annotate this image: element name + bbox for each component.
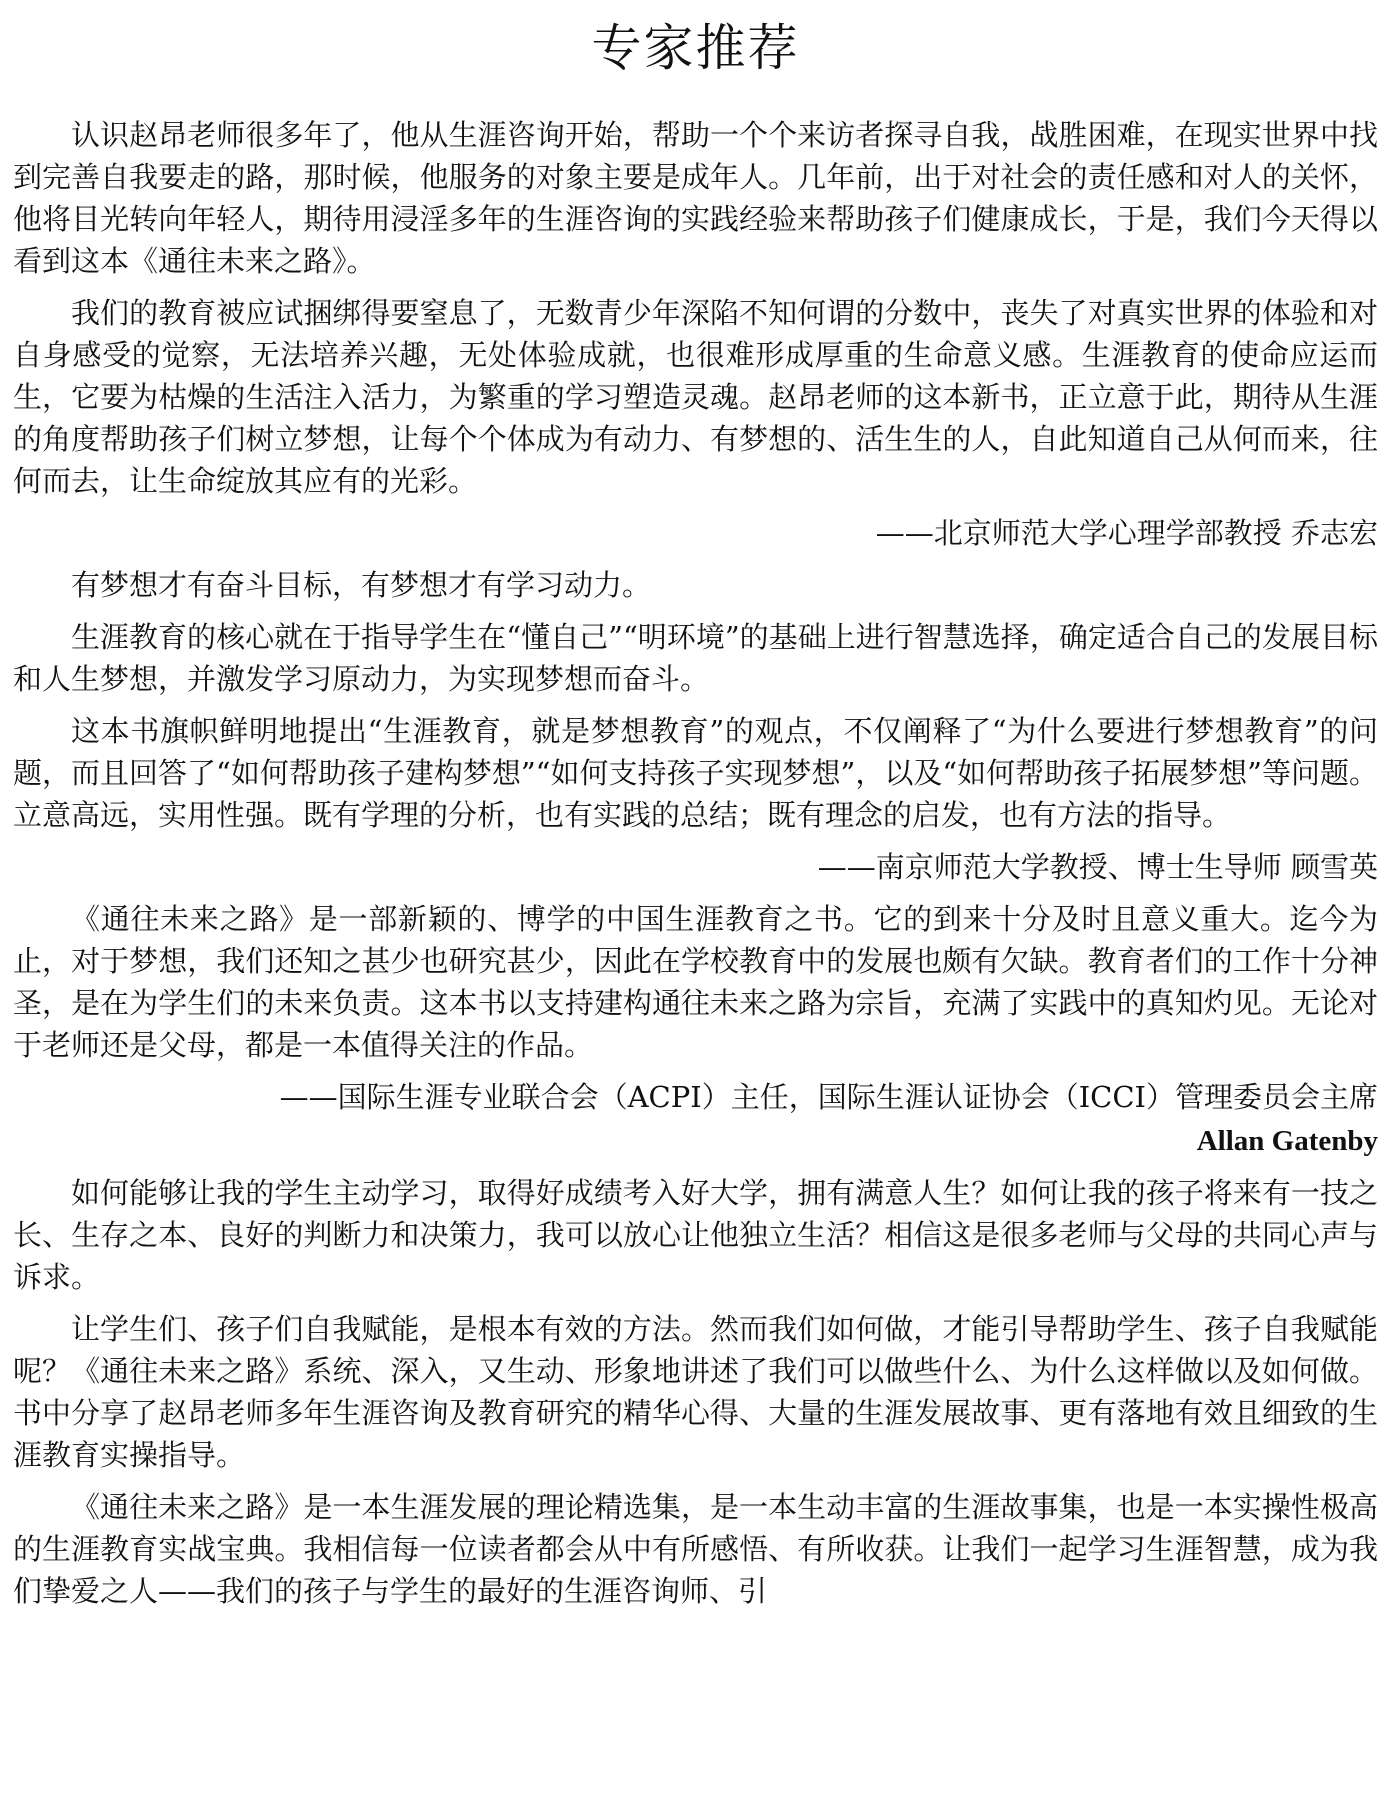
paragraph: 生涯教育的核心就在于指导学生在“懂自己”“明环境”的基础上进行智慧选择，确定适合自己的发展目标和人生梦想，并激发学习原动力，为实现梦想而奋斗。 [13,620,1378,696]
recommendation-1 [13,114,1378,554]
recommender-name: Allan Gatenby [1196,1125,1378,1157]
paragraph: 认识赵昂老师很多年了，他从生涯咨询开始，帮助一个个来访者探寻自我，战胜困难，在现实世界中找到完善自我要走的路，那时候，他服务的对象主要是成年人。几年前，出于对社会的责任感和对人的关怀，他将目光转向年轻人，期待用浸淫多年的生涯咨询的实践经验来帮助孩子们健康成长，于是，我们今天得以看到这本《通往未来之路》。 [13,118,1378,278]
recommendation-4 [13,1172,1378,1612]
recommendation-signature: ——南京师范大学教授、博士生导师 顾雪英 [817,850,1378,884]
paragraph: 让学生们、孩子们自我赋能，是根本有效的方法。然而我们如何做，才能引导帮助学生、孩子自我赋能呢？《通往未来之路》系统、深入，又生动、形象地讲述了我们可以做些什么、为什么这样做以及如何做。书中分享了赵昂老师多年生涯咨询及教育研究的精华心得、大量的生涯发展故事、更有落地有效且细致的生涯教育实操指导。 [13,1312,1378,1472]
recommendation-signature: ——北京师范大学心理学部教授 乔志宏 [875,516,1378,550]
paragraph: 如何能够让我的学生主动学习，取得好成绩考入好大学，拥有满意人生？如何让我的孩子将来有一技之长、生存之本、良好的判断力和决策力，我可以放心让他独立生活？相信这是很多老师与父母的共同心声与诉求。 [13,1176,1378,1294]
paragraph: 我们的教育被应试捆绑得要窒息了，无数青少年深陷不知何谓的分数中，丧失了对真实世界的体验和对自身感受的觉察，无法培养兴趣，无处体验成就，也很难形成厚重的生命意义感。生涯教育的使命应运而生，它要为枯燥的生活注入活力，为繁重的学习塑造灵魂。赵昂老师的这本新书，正立意于此，期待从生涯的角度帮助孩子们树立梦想，让每个个体成为有动力、有梦想的、活生生的人，自此知道自己从何而来，往何而去，让生命绽放其应有的光彩。 [13,296,1378,498]
paragraph: 《通往未来之路》是一本生涯发展的理论精选集，是一本生动丰富的生涯故事集，也是一本实操性极高的生涯教育实战宝典。我相信每一位读者都会从中有所感悟、有所收获。让我们一起学习生涯智慧，成为我们挚爱之人——我们的孩子与学生的最好的生涯咨询师、引 [13,1490,1378,1608]
page-title: 专家推荐 [591,19,800,77]
recommendation-3 [13,898,1378,1160]
recommendation-2 [13,564,1378,888]
recommendation-signature: ——国际生涯专业联合会（ACPI）主任，国际生涯认证协会（ICCI）管理委员会主席 [279,1080,1378,1114]
paragraph: 这本书旗帜鲜明地提出“生涯教育，就是梦想教育”的观点，不仅阐释了“为什么要进行梦想教育”的问题，而且回答了“如何帮助孩子建构梦想”“如何支持孩子实现梦想”，以及“如何帮助孩子拓展梦想”等问题。立意高远，实用性强。既有学理的分析，也有实践的总结；既有理念的启发，也有方法的指导。 [13,714,1378,832]
document-page [13,0,1378,1622]
paragraph: 有梦想才有奋斗目标，有梦想才有学习动力。 [71,568,652,602]
paragraph: 《通往未来之路》是一部新颖的、博学的中国生涯教育之书。它的到来十分及时且意义重大。迄今为止，对于梦想，我们还知之甚少也研究甚少，因此在学校教育中的发展也颇有欠缺。教育者们的工作十分神圣，是在为学生们的未来负责。这本书以支持建构通往未来之路为宗旨，充满了实践中的真知灼见。无论对于老师还是父母，都是一本值得关注的作品。 [13,902,1378,1062]
